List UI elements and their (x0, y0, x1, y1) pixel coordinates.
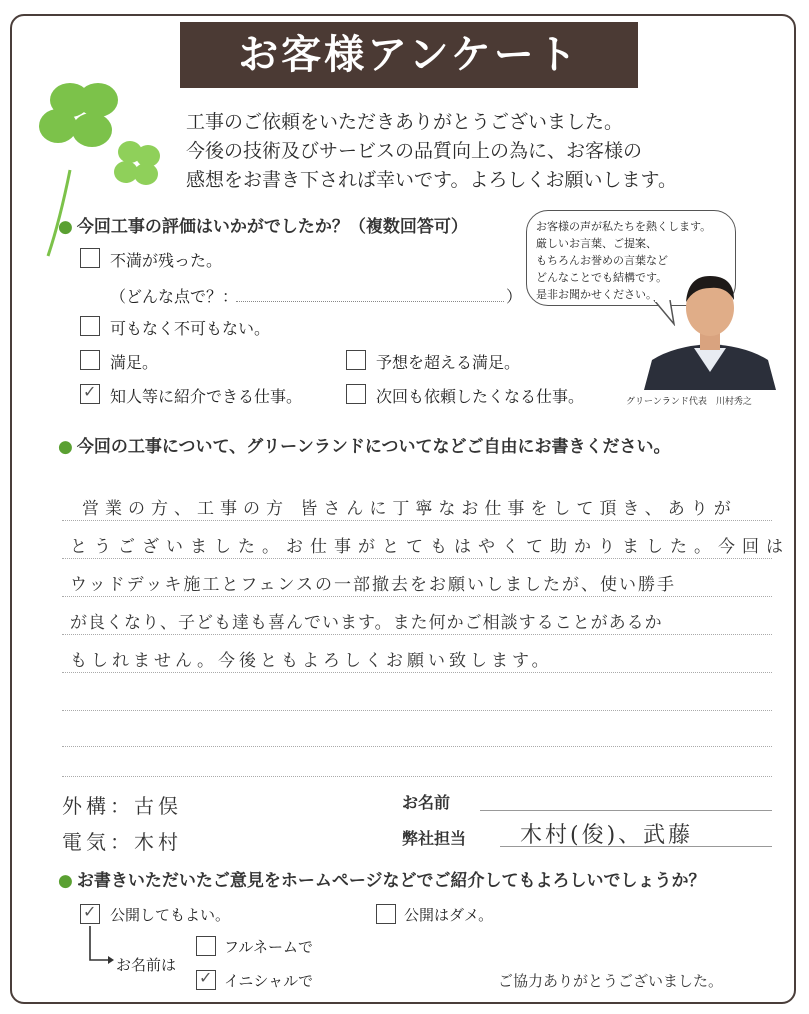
detail-close: ） (506, 287, 523, 306)
question-1-text: 今回工事の評価はいかがでしたか？（複数回答可） (76, 217, 468, 237)
option-full-name: フルネームで (224, 938, 313, 956)
comment-line-3: ウッドデッキ施工とフェンスの一部撤去をお願いしましたが、使い勝手 (70, 575, 676, 595)
question-3-text: お書きいただいたご意見をホームページなどでご紹介してもよろしいでしょうか？ (76, 871, 706, 891)
arrow-right-icon (86, 926, 116, 968)
option-request-again: 次回も依頼したくなる仕事。 (376, 387, 585, 406)
thanks-message: ご協力ありがとうございました。 (498, 972, 724, 990)
comment-line-1: 営業の方、工事の方 皆さんに丁寧なお仕事をして頂き、ありが (82, 499, 737, 519)
bubble-line: もちろんお誉めの言葉など (536, 254, 668, 267)
question-1-title: ● 今回工事の評価はいかがでしたか？（複数回答可） (58, 217, 468, 237)
checkbox-public-ng[interactable] (376, 904, 396, 924)
intro-line: 今後の技術及びサービスの品質向上の為に、お客様の (186, 140, 643, 162)
bubble-line: 是非お聞かせください。 (536, 288, 657, 301)
writing-line (62, 558, 772, 559)
question-3-title: ● お書きいただいたご意見をホームページなどでご紹介してもよろしいでしょうか？ (58, 871, 706, 891)
checkbox-public-ok[interactable] (80, 904, 100, 924)
staff-electric: 電気：木村 (62, 830, 182, 854)
checkbox-beyond-expectation[interactable] (346, 350, 366, 370)
option-public-ng: 公開はダメ。 (404, 906, 494, 924)
checkbox-initials[interactable] (196, 970, 216, 990)
writing-line (62, 776, 772, 777)
staff-exterior: 外構：古俣 (62, 794, 182, 818)
page-title: お客様アンケート (238, 32, 580, 78)
bubble-line: どんなことでも結構です。 (536, 271, 668, 284)
checkbox-recommend[interactable] (80, 384, 100, 404)
option-neutral: 可もなく不可もない。 (110, 319, 271, 338)
comment-line-4: が良くなり、子ども達も喜んでいます。また何かご相談することがあるか (70, 613, 663, 633)
bubble-line: お客様の声が私たちを熱くします。 (536, 220, 712, 233)
option-dissatisfied: 不満が残った。 (110, 251, 223, 270)
checkbox-full-name[interactable] (196, 936, 216, 956)
option-public-ok: 公開してもよい。 (110, 906, 231, 924)
writing-line (62, 746, 772, 747)
writing-line (62, 520, 772, 521)
customer-name-label: お名前 (402, 793, 451, 812)
intro-line: 感想をお書き下されば幸いです。よろしくお願いします。 (186, 169, 677, 191)
comment-line-5: もしれません。今後ともよろしくお願い致します。 (70, 651, 553, 671)
staff-in-charge-value: 木村(俊)、武藤 (520, 823, 694, 848)
question-2-title: ● 今回の工事について、グリーンランドについてなどご自由にお書きください。 (58, 437, 671, 457)
detail-label: （どんな点で？： (110, 287, 239, 306)
checkbox-dissatisfied[interactable] (80, 248, 100, 268)
option-initials: イニシャルで (224, 972, 314, 990)
checkbox-request-again[interactable] (346, 384, 366, 404)
option-beyond-expectation: 予想を超える満足。 (376, 353, 521, 372)
option-satisfied: 満足。 (110, 353, 159, 372)
option-recommend: 知人等に紹介できる仕事。 (110, 387, 303, 406)
check-mark-icon: ✓ (83, 902, 97, 921)
question-2-text: 今回の工事について、グリーンランドについてなどご自由にお書きください。 (76, 437, 671, 457)
checkbox-satisfied[interactable] (80, 350, 100, 370)
writing-line (62, 596, 772, 597)
representative-photo (644, 268, 776, 390)
intro-line: 工事のご依頼をいただきありがとうございました。 (186, 111, 624, 133)
checkbox-neutral[interactable] (80, 316, 100, 336)
staff-in-charge-label: 弊社担当 (402, 829, 467, 848)
detail-input-line[interactable] (236, 301, 504, 302)
bubble-line: 厳しいお言葉、ご提案、 (536, 237, 657, 250)
writing-line (62, 634, 772, 635)
name-format-label: お名前は (116, 956, 177, 974)
customer-name-line[interactable] (480, 810, 772, 811)
title-band (180, 22, 638, 88)
writing-line (62, 710, 772, 711)
intro-text (186, 108, 677, 195)
writing-line (62, 672, 772, 673)
check-mark-icon: ✓ (199, 968, 213, 987)
comment-line-2: とうございました。お仕事がとてもはやくて助かりました。今回は (70, 537, 790, 557)
representative-caption: グリーンランド代表 川村秀之 (626, 397, 752, 407)
check-mark-icon: ✓ (83, 382, 97, 401)
